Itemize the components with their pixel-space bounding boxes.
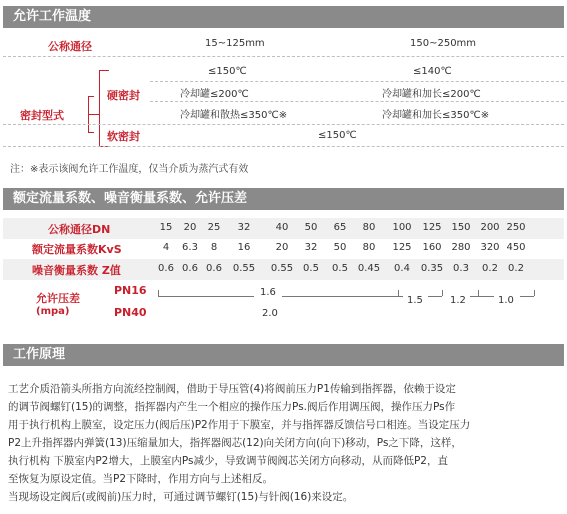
- z-cell: 0.55: [232, 263, 256, 274]
- z-cell: 0.55: [270, 263, 294, 274]
- text-line: P2上升指挥器内弹簧(13)压缩量加大，指挥器阀芯(12)向关闭方向(向下)移动，Ps之下降，这样，: [8, 437, 462, 449]
- dn-label: 公称通径: [48, 40, 92, 53]
- z-cell: 0.6: [206, 263, 222, 274]
- dn-cell: 32: [237, 222, 251, 233]
- range-line: [478, 296, 494, 297]
- range-tick: [442, 290, 443, 296]
- bracket-line: [88, 96, 89, 132]
- z-cell: 0.6: [182, 263, 198, 274]
- row-divider: [150, 101, 564, 102]
- row-divider: [3, 146, 564, 147]
- temp-cell: 冷却罐≤200℃: [180, 89, 249, 100]
- z-cell: 0.35: [420, 263, 444, 274]
- bracket-line: [99, 70, 100, 146]
- kvs-row-label: 额定流量系数KvS: [32, 243, 122, 256]
- dn-cell: 150: [451, 222, 471, 233]
- pn40-label: PN40: [114, 306, 147, 319]
- row-divider: [3, 124, 564, 125]
- kvs-cell: 320: [480, 242, 500, 253]
- dn-range-2: 150~250mm: [410, 38, 477, 49]
- range-tick: [534, 290, 535, 296]
- range-line: [470, 296, 478, 297]
- principle-text: [8, 380, 560, 506]
- dn-cell: 65: [333, 222, 347, 233]
- section-title-principle: 工作原理: [3, 344, 564, 366]
- text-line: 至恢复为原设定值。当P2下降时，作用方向与上述相反。: [8, 473, 274, 485]
- z-cell: 0.2: [508, 263, 524, 274]
- dn-cell: 50: [304, 222, 318, 233]
- temp-cell: ≤150℃: [318, 130, 357, 141]
- z-row-label: 噪音衡量系数 Z值: [32, 264, 121, 277]
- soft-seal-label: 软密封: [107, 130, 140, 143]
- bracket-line: [88, 96, 94, 97]
- bracket-line: [88, 114, 99, 115]
- dn-cell: 25: [207, 222, 221, 233]
- dn-cell: 15: [159, 222, 173, 233]
- temp-cell: ≤140℃: [413, 66, 452, 77]
- z-cell: 0.2: [482, 263, 498, 274]
- dn-cell: 100: [392, 222, 412, 233]
- kvs-cell: 450: [506, 242, 526, 253]
- kvs-cell: 4: [162, 242, 170, 253]
- kvs-cell: 280: [451, 242, 471, 253]
- pn16-label: PN16: [114, 284, 147, 297]
- dn-row-label: 公称通径DN: [48, 223, 111, 236]
- dn-range-1: 15~125mm: [205, 38, 265, 49]
- text-line: 当现场设定阀后(或阀前)压力时，可通过调节螺钉(15)与针阀(16)来设定。: [8, 491, 354, 503]
- temp-cell: 冷却罐和加长≤200℃: [382, 89, 481, 100]
- range-line: [158, 296, 254, 297]
- kvs-cell: 8: [210, 242, 218, 253]
- kvs-cell: 160: [422, 242, 442, 253]
- dn-cell: 80: [362, 222, 376, 233]
- bracket-line: [99, 70, 109, 71]
- text-line: 工艺介质沿箭头所指方向流经控制阀，借助于导压管(4)将阀前压力P1传输到指挥器，依赖于设定: [8, 383, 456, 395]
- range-line: [398, 296, 403, 297]
- z-cell: 0.6: [158, 263, 174, 274]
- dn-cell: 125: [422, 222, 442, 233]
- pn40-value: 2.0: [262, 308, 278, 319]
- section-title-flow: 额定流量系数、噪音衡量系数、允许压差: [3, 188, 564, 210]
- dn-cell: 40: [275, 222, 289, 233]
- kvs-cell: 20: [275, 242, 289, 253]
- seal-type-label: 密封型式: [20, 109, 64, 122]
- kvs-cell: 32: [304, 242, 318, 253]
- kvs-cell: 50: [333, 242, 347, 253]
- row-divider: [3, 56, 564, 57]
- bracket-line: [88, 132, 94, 133]
- range-line: [428, 296, 442, 297]
- z-cell: 0.5: [303, 263, 319, 274]
- temp-cell: 冷却罐和加长≤350℃※: [382, 110, 490, 121]
- hard-seal-label: 硬密封: [107, 89, 140, 102]
- z-cell: 0.3: [453, 263, 469, 274]
- pn16-value: 1.0: [498, 295, 514, 306]
- range-line: [282, 296, 398, 297]
- kvs-cell: 6.3: [182, 242, 198, 253]
- kvs-cell: 16: [237, 242, 251, 253]
- pn16-value: 1.2: [450, 295, 466, 306]
- dn-cell: 200: [480, 222, 500, 233]
- text-line: 执行机构 下膜室内P2增大，上膜室内Ps减少，导致调节阀阀芯关闭方向移动，从而降低P2，直: [8, 455, 448, 467]
- dn-cell: 20: [183, 222, 197, 233]
- z-cell: 0.4: [394, 263, 410, 274]
- pn16-value: 1.5: [407, 295, 423, 306]
- dp-label: 允许压差: [36, 292, 80, 305]
- range-line: [520, 296, 534, 297]
- kvs-cell: 125: [392, 242, 412, 253]
- z-cell: 0.45: [357, 263, 381, 274]
- dn-cell: 250: [506, 222, 526, 233]
- z-cell: 0.5: [332, 263, 348, 274]
- kvs-cell: 80: [362, 242, 376, 253]
- text-line: 用于执行机构上膜室，设定压力(阀后压)P2作用于下膜室，并与指挥器反馈信号口相连。当设定压力: [8, 419, 471, 431]
- dp-unit: (mpa): [36, 306, 70, 317]
- section-title-temperature: 允许工作温度: [3, 6, 564, 28]
- text-line: 的调节阀螺钉(15)的调整，指挥器内产生一个相应的操作压力Ps.阀后作用调压阀，操作压力Ps作: [8, 401, 456, 413]
- pn16-value: 1.6: [260, 287, 276, 298]
- row-divider: [150, 81, 564, 82]
- temp-cell: ≤150℃: [208, 66, 247, 77]
- temp-cell: 冷却罐和散热≤350℃※: [180, 110, 288, 121]
- temperature-note: 注：※表示该阀允许工作温度，仅当介质为蒸汽式有效: [10, 164, 249, 175]
